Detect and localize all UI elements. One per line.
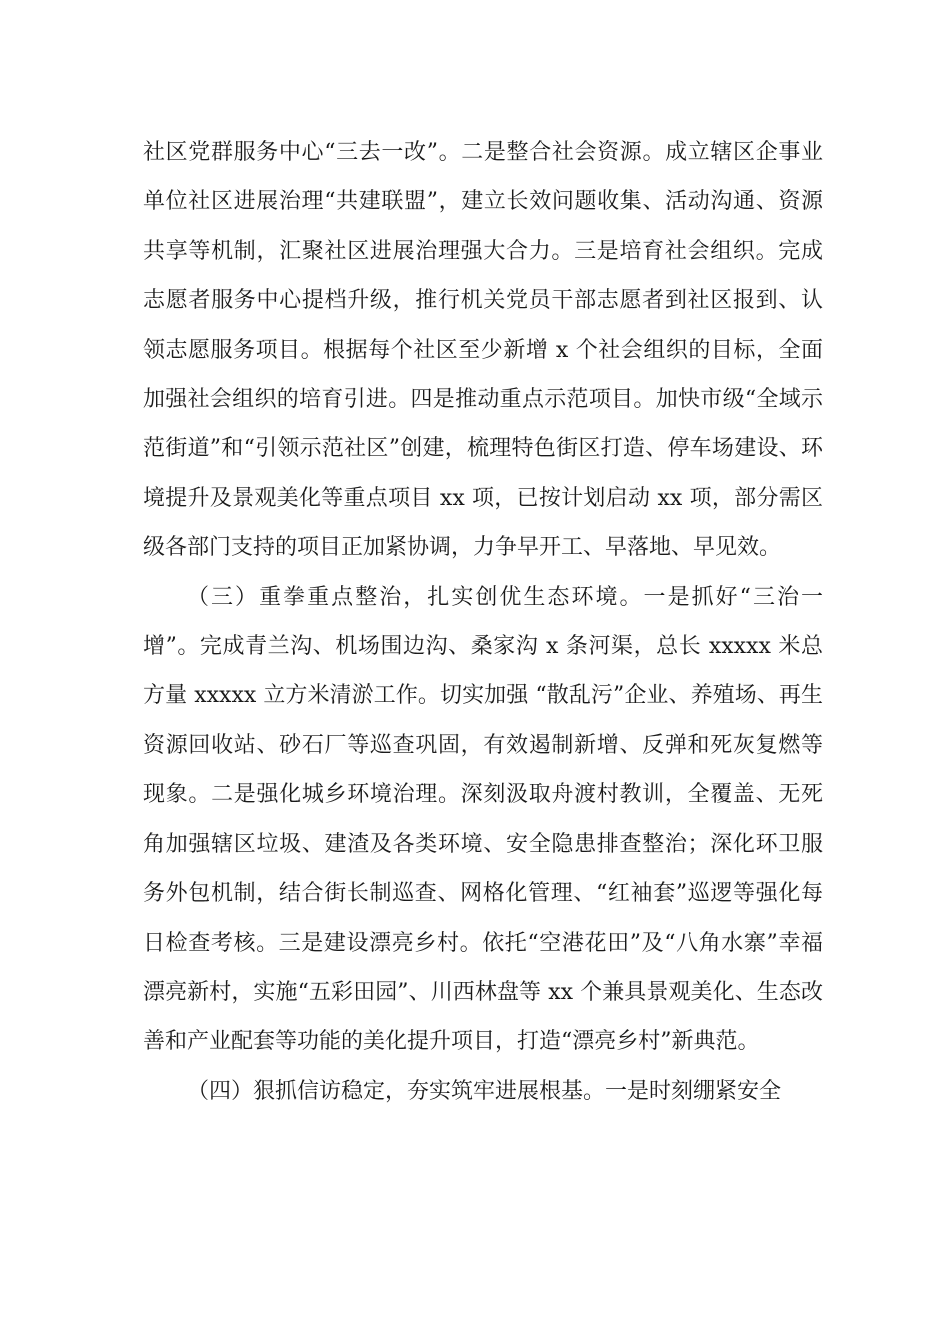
paragraph-3: （四）狠抓信访稳定，夯实筑牢进展根基。一是时刻绷紧安全 xyxy=(187,1078,782,1104)
document-body xyxy=(143,128,823,1116)
paragraph-1: 社区党群服务中心“三去一改”。二是整合社会资源。成立辖区企事业单位社区进展治理“共建联盟”，建立长效问题收集、活动沟通、资源共享等机制，汇聚社区进展治理强大合力。三是培育社会组织。完成志愿者服务中心提档升级，推行机关党员干部志愿者到社区报到、认领志愿服务项目。根据每个社区至少新增 x 个社会组织的目标，全面加强社会组织的培育引进。四是推动重点示范项目。加快市级“全域示范街道”和“引领示范社区”创建，梳理特色街区打造、停车场建设、环境提升及景观美化等重点项目 xx 项，已按计划启动 xx 项，部分需区级各部门支持的项目正加紧协调，力争早开工、早落地、早见效。 xyxy=(143,140,823,561)
paragraph-2: （三）重拳重点整治，扎实创优生态环境。一是抓好“三治一增”。完成青兰沟、机场围边沟、桑家沟 x 条河渠，总长 xxxxx 米总方量 xxxxx 立方米清淤工作。切实加强 “散乱污”企业、养殖场、再生资源回收站、砂石厂等巡查巩固，有效遏制新增、反弹和死灰复燃等现象。二是强化城乡环境治理。深刻汲取舟渡村教训，全覆盖、无死角加强辖区垃圾、建渣及各类环境、安全隐患排查整治；深化环卫服务外包机制，结合街长制巡查、网格化管理、“红袖套”巡逻等强化每日检查考核。三是建设漂亮乡村。依托“空港花田”及“八角水寨”幸福漂亮新村，实施“五彩田园”、川西林盘等 xx 个兼具景观美化、生态改善和产业配套等功能的美化提升项目，打造“漂亮乡村”新典范。 xyxy=(143,584,823,1055)
